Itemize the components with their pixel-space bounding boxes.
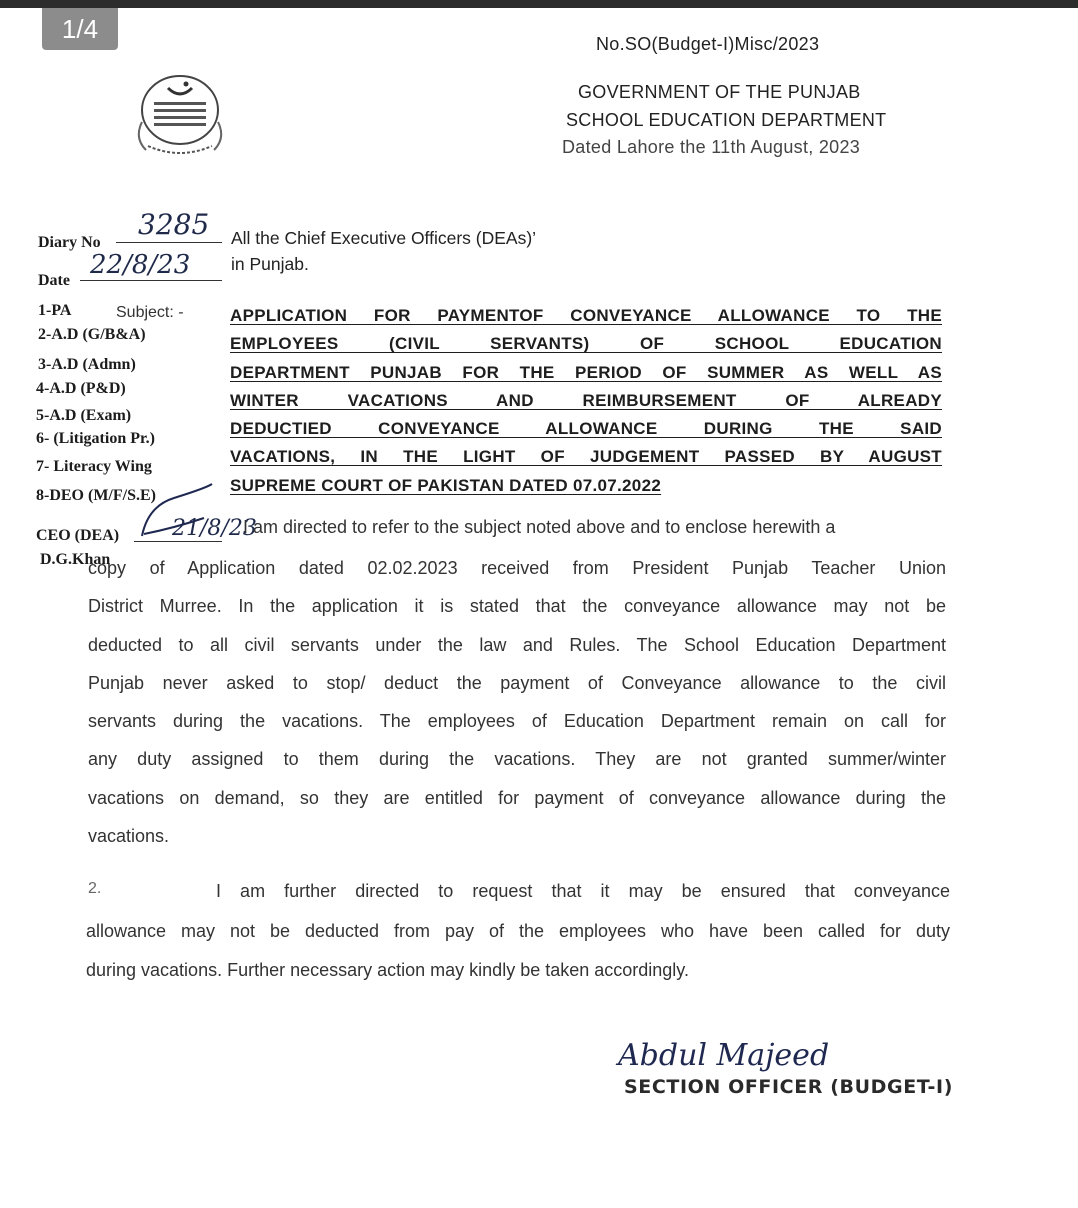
distribution-item: 4-A.D (P&D) — [36, 380, 126, 397]
subject-line: VACATIONS, IN THE LIGHT OF JUDGEMENT PASSED BY AUGUST — [230, 447, 942, 467]
subject-line: SUPREME COURT OF PAKISTAN DATED 07.07.2022 — [230, 475, 662, 495]
paragraph-line: during vacations. Further necessary action may kindly be taken accordingly. — [86, 960, 689, 980]
subject-text — [230, 302, 942, 500]
government-seal — [128, 66, 232, 162]
handwritten-signature: Abdul Majeed — [618, 1038, 830, 1073]
distribution-item: 1-PA — [38, 302, 72, 319]
department-title: SCHOOL EDUCATION DEPARTMENT — [566, 110, 887, 130]
paragraph-line: allowance may not be deducted from pay of the employees who have been called for duty — [86, 920, 950, 941]
paragraph-line: Punjab never asked to stop/ deduct the payment of Conveyance allowance to the civil — [88, 672, 946, 693]
subject-line: DEDUCTIED CONVEYANCE ALLOWANCE DURING THE SAID — [230, 419, 942, 439]
paragraph-line: deducted to all civil servants under the law and Rules. The School Education Department — [88, 634, 946, 655]
date-underline — [80, 280, 222, 281]
page-indicator: 1/4 — [42, 8, 118, 50]
letter-date: Dated Lahore the 11th August, 2023 — [562, 137, 861, 157]
paragraph-2-number: 2. — [88, 880, 102, 897]
paragraph-line: District Murree. In the application it is stated that the conveyance allowance may not be — [88, 596, 946, 617]
cc-label: CEO (DEA) — [36, 527, 120, 544]
diary-number: 3285 — [138, 208, 210, 241]
diary-date: 22/8/23 — [90, 250, 191, 280]
subject-line: DEPARTMENT PUNJAB FOR THE PERIOD OF SUMMER AS WELL AS — [230, 362, 942, 382]
diary-underline — [116, 242, 222, 243]
addressee-line-2: in Punjab. — [231, 254, 309, 274]
subject-label: Subject: - — [116, 304, 184, 321]
diary-label: Diary No — [38, 234, 101, 251]
distribution-item: 2-A.D (G/B&A) — [38, 326, 146, 343]
paragraph-1-lead: I am directed to refer to the subject noted above and to enclose herewith a — [243, 517, 836, 537]
addressee-line-1: All the Chief Executive Officers (DEAs)’ — [231, 228, 537, 248]
paragraph-line: I am further directed to request that it may be ensured that conveyance — [216, 881, 950, 901]
viewer-top-bar — [0, 0, 1078, 8]
paragraph-line: vacations. — [88, 826, 170, 847]
date-label: Date — [38, 272, 70, 289]
paragraph-1 — [88, 549, 946, 855]
distribution-item: 6- (Litigation Pr.) — [36, 430, 155, 447]
subject-line: APPLICATION FOR PAYMENTOF CONVEYANCE ALLOWANCE TO THE — [230, 306, 942, 325]
cc-place: D.G.Khan — [40, 551, 111, 568]
paragraph-line: any duty assigned to them during the vacations. They are not granted summer/winter — [88, 749, 946, 770]
paragraph-2 — [86, 872, 950, 991]
subject-line: WINTER VACATIONS AND REIMBURSEMENT OF ALREADY — [230, 390, 942, 410]
cc-handwritten-date: 21/8/23 — [172, 516, 257, 541]
paragraph-line: servants during the vacations. The employees of Education Department remain on call for — [88, 711, 946, 732]
distribution-item: 5-A.D (Exam) — [36, 407, 132, 424]
ink-flourish — [134, 478, 224, 548]
signatory-title: SECTION OFFICER (BUDGET-I) — [624, 1076, 953, 1098]
paragraph-line: copy of Application dated 02.02.2023 received from President Punjab Teacher Union — [88, 558, 946, 578]
distribution-item: 8-DEO (M/F/S.E) — [36, 487, 156, 504]
reference-number: No.SO(Budget-I)Misc/2023 — [596, 34, 820, 54]
distribution-item: 3-A.D (Admn) — [38, 356, 136, 373]
distribution-item: 7- Literacy Wing — [36, 458, 152, 475]
subject-line: EMPLOYEES (CIVIL SERVANTS) OF SCHOOL EDUCATION — [230, 334, 942, 354]
paragraph-line: vacations on demand, so they are entitled for payment of conveyance allowance during the — [88, 787, 946, 808]
government-title: GOVERNMENT OF THE PUNJAB — [578, 82, 861, 102]
